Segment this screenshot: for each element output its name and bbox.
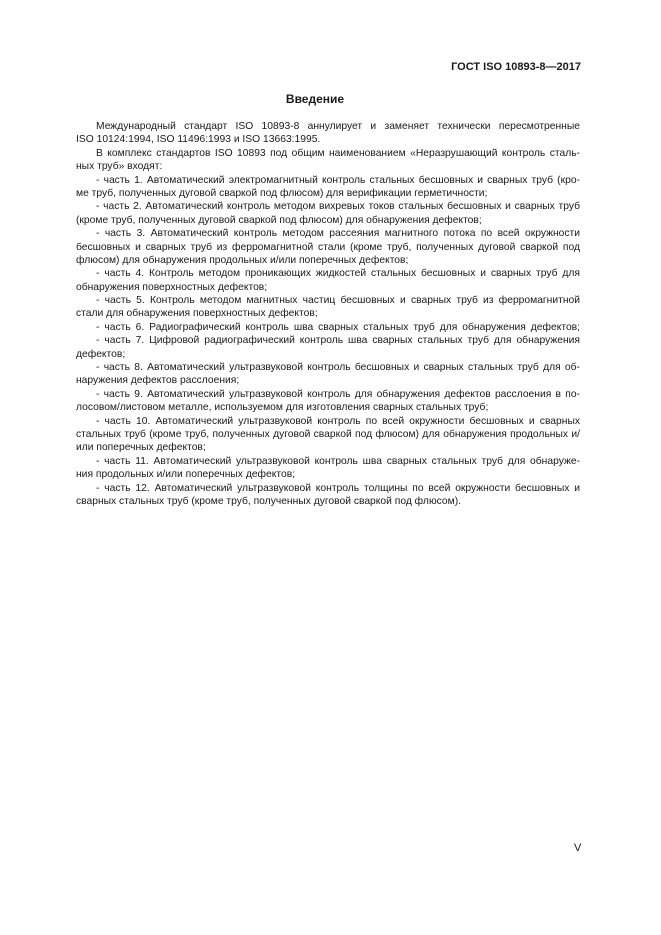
text-line: - часть 3. Автоматический контроль методом рассеяния магнитного потока по всей окружности [96,228,580,240]
text-line: - часть 4. Контроль методом проникающих жидкостей стальных бесшовных и сварных труб для [96,268,580,280]
paragraph [76,174,580,201]
section-title: Введение [285,92,345,106]
paragraph [76,334,580,361]
text-line: В комплекс стандартов ISO 10893 под общим наименованием «Неразрушающий контроль сталь- [96,147,580,159]
paragraph [76,147,580,174]
text-line: - часть 9. Автоматический ультразвуковой контроль для обнаружения дефектов расслоения в по- [96,388,580,400]
document-header-id: ГОСТ ISO 10893-8—2017 [451,61,581,73]
text-line: - часть 8. Автоматический ультразвуковой контроль бесшовных и сварных стальных труб для об- [96,362,580,374]
text-line: сварных стальных труб (кроме труб, полученных дуговой сваркой под флюсом). [76,495,462,507]
paragraph [76,120,580,147]
text-line: - часть 5. Контроль методом магнитных частиц бесшовных и сварных труб из ферромагнитной [96,295,580,307]
paragraph [76,294,580,321]
text-line: - часть 2. Автоматический контроль методом вихревых токов стальных бесшовных и сварных труб [96,201,580,213]
paragraph [76,388,580,415]
page-number: V [574,842,582,854]
text-line: обнаружения поверхностных дефектов; [76,281,268,293]
document-body [76,120,580,508]
text-line: наружения дефектов расслоения; [76,375,240,387]
text-line: ISO 10124:1994, ISO 11496:1993 и ISO 13663:1995. [76,134,321,146]
text-line: или поперечных дефектов; [76,442,206,454]
paragraph [76,227,580,267]
text-line: стальных труб (кроме труб, полученных дуговой сваркой под флюсом) для обнаружения продольных и/ [76,428,580,440]
text-line: ния продольных и/или поперечных дефектов; [76,469,296,481]
text-line: дефектов; [76,348,126,360]
text-line: - часть 10. Автоматический ультразвуковой контроль по всей окружности бесшовных и сварных [96,415,580,427]
paragraph [76,415,580,455]
text-line: - часть 6. Радиографический контроль шва сварных стальных труб для обнаружения дефектов; [96,321,580,333]
paragraph [76,267,580,294]
paragraph [76,200,580,227]
text-line: - часть 1. Автоматический электромагнитный контроль стальных бесшовных и сварных труб (кро- [96,174,580,186]
text-line: стали для обнаружения поверхностных дефектов; [76,308,318,320]
text-line: бесшовных и сварных труб из ферромагнитной стали (кроме труб, полученных дуговой сваркой под [76,241,580,253]
paragraph [76,455,580,482]
text-line: флюсом) для обнаружения продольных и/или поперечных дефектов; [76,254,409,266]
paragraph [76,482,580,509]
text-line: - часть 12. Автоматический ультразвуковой контроль толщины по всей окружности бесшовных и [96,482,580,494]
text-line: Международный стандарт ISO 10893-8 аннулирует и заменяет технически пересмотренные [96,121,580,132]
text-line: - часть 11. Автоматический ультразвуковой контроль шва сварных стальных труб для обнаруже- [96,455,580,467]
paragraph [76,321,580,334]
text-line: - часть 7. Цифровой радиографический контроль шва сварных стальных труб для обнаружения [96,335,580,347]
text-line: (кроме труб, полученных дуговой сваркой под флюсом) для обнаружения дефектов; [76,214,482,226]
text-line: лосовом/листовом металле, используемом для изготовления сварных стальных труб; [76,402,489,414]
text-line: ных труб» входят: [76,161,163,173]
paragraph [76,361,580,388]
text-line: ме труб, полученных дуговой сваркой под флюсом) для верификации герметичности; [76,187,488,199]
